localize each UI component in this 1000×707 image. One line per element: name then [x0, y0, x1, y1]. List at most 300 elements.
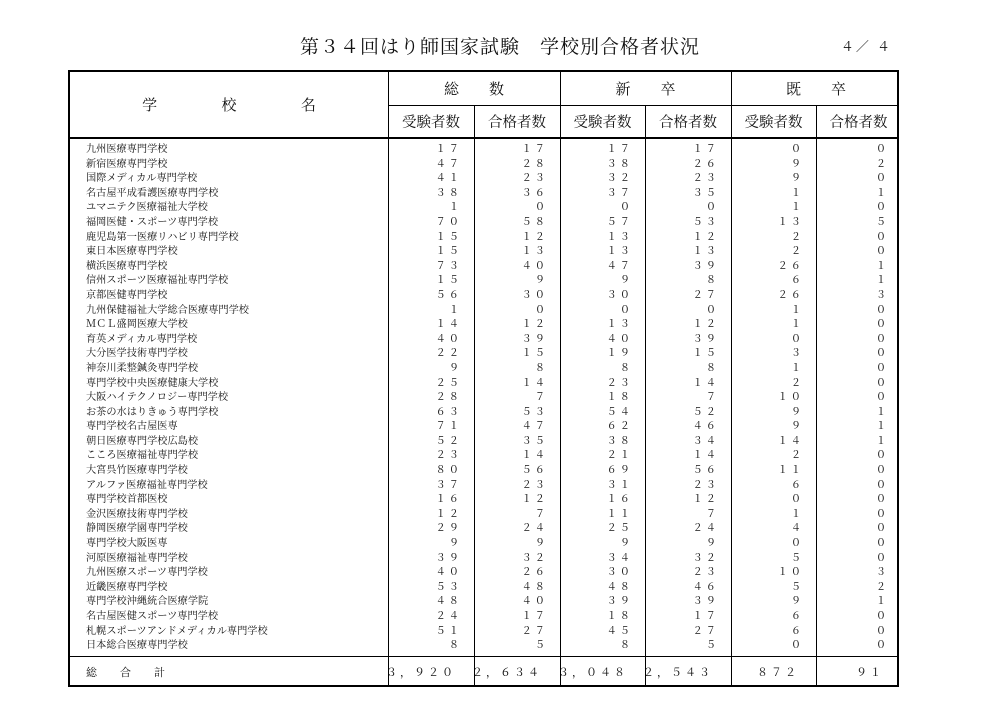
table-cell: ２４ [521, 523, 548, 535]
table-row [70, 377, 897, 392]
table-cell: ７０ [435, 216, 462, 228]
table-cell: ９ [619, 538, 633, 550]
table-cell: ０ [875, 611, 889, 622]
school-name: 新宿医療専門学校 [86, 158, 168, 170]
table-cell: ７３ [435, 260, 462, 272]
table-cell: １１ [606, 508, 633, 520]
table-cell: ８ [448, 640, 462, 652]
subheader-examinees: 受験者数 [573, 114, 632, 131]
table-cell: ２７ [692, 625, 719, 637]
school-name: 専門学校沖縄統合医療学院 [86, 596, 209, 608]
table-row [70, 595, 897, 610]
table-cell: ０ [705, 304, 719, 316]
table-body [70, 143, 897, 654]
table-cell: ４７ [521, 421, 548, 433]
table-row [70, 449, 897, 464]
table-cell: ０ [619, 304, 633, 316]
table-cell: ３ [875, 567, 889, 579]
table-cell: １５ [435, 231, 462, 243]
group-header-previous-graduates: 既 卒 [785, 80, 846, 98]
school-name: こころ医療福祉専門学校 [86, 450, 199, 462]
table-row [70, 289, 897, 304]
table-cell: ２６ [521, 567, 548, 579]
table-row [70, 362, 897, 377]
table-cell: ９ [534, 538, 548, 550]
table-row [70, 172, 897, 187]
table-row [70, 508, 897, 523]
table-cell: １２ [692, 319, 719, 331]
school-name: ユマニテク医療福祉大学校 [86, 202, 208, 214]
table-cell: ６ [790, 611, 804, 622]
table-row [70, 274, 897, 289]
table-row [70, 245, 897, 260]
table-cell: １４ [692, 377, 719, 389]
school-name: 大宮呉竹医療専門学校 [86, 465, 188, 477]
table-cell: ３９ [692, 260, 719, 272]
table-cell: ３４ [606, 552, 633, 564]
table-cell: ３９ [521, 333, 548, 345]
table-cell: ２６ [777, 260, 804, 272]
table-cell: ４０ [435, 333, 462, 345]
table-cell: ４０ [606, 333, 633, 345]
school-name: 育英メディカル専門学校 [86, 333, 198, 345]
table-cell: １０ [777, 392, 804, 404]
table-cell: １ [448, 202, 462, 214]
table-cell: ０ [875, 319, 889, 331]
total-cell: ２，５４３ [643, 666, 713, 679]
table-row [70, 216, 897, 231]
table-cell: １ [875, 435, 889, 447]
school-name: アルファ医療福祉専門学校 [86, 479, 208, 491]
table-cell: ０ [875, 625, 889, 637]
table-cell: ３７ [435, 479, 462, 491]
table-cell: ２３ [692, 479, 719, 491]
school-name: 鹿児島第一医療リハビリ専門学校 [86, 231, 239, 243]
table-cell: １８ [606, 611, 633, 622]
table-cell: ２４ [435, 611, 462, 622]
table-cell: ７ [705, 508, 719, 520]
table-cell: ９ [790, 596, 804, 608]
school-name: 京都医健専門学校 [86, 289, 168, 301]
table-row [70, 566, 897, 581]
school-name: お茶の水はりきゅう専門学校 [86, 406, 219, 418]
table-cell: ３２ [521, 552, 548, 564]
table-cell: ７ [705, 392, 719, 404]
school-name: 九州保健福祉大学総合医療専門学校 [86, 304, 249, 316]
table-cell: ５ [875, 216, 889, 228]
table-cell: ２６ [777, 289, 804, 301]
table-cell: ０ [875, 450, 889, 462]
table-cell: ９ [790, 158, 804, 170]
subheader-examinees: 受験者数 [402, 114, 460, 131]
total-cell: ９１ [856, 666, 884, 679]
school-name: 河原医療福祉専門学校 [86, 552, 188, 564]
table-cell: ０ [875, 377, 889, 389]
school-name: 専門学校大阪医専 [86, 538, 168, 550]
table-cell: ４０ [521, 596, 548, 608]
table-cell: ９ [790, 421, 804, 433]
table-cell: ２３ [692, 173, 719, 185]
table-cell: ３９ [692, 333, 719, 345]
table-cell: ０ [790, 494, 804, 506]
table-cell: ３９ [606, 596, 633, 608]
table-cell: ４１ [435, 173, 462, 185]
subheader-passers: 合格者数 [488, 114, 546, 131]
school-name: 横浜医療専門学校 [86, 260, 168, 272]
table-cell: １５ [521, 348, 548, 360]
table-cell: ８ [705, 362, 719, 374]
table-row [70, 625, 897, 640]
table-cell: ２３ [521, 173, 548, 185]
table-cell: ７１ [435, 421, 462, 433]
table-cell: １２ [521, 494, 548, 506]
table-cell: ５４ [606, 406, 633, 418]
table-cell: ０ [619, 202, 633, 214]
table-cell: ４０ [521, 260, 548, 272]
table-row [70, 493, 897, 508]
table-cell: ８ [534, 362, 548, 374]
table-cell: ０ [790, 538, 804, 550]
table-cell: ２３ [692, 567, 719, 579]
table-cell: ７ [534, 508, 548, 520]
table-cell: ４０ [435, 567, 462, 579]
table-cell: １４ [692, 450, 719, 462]
table-cell: ６ [790, 625, 804, 637]
table-cell: ６２ [606, 421, 633, 433]
table-cell: ４６ [692, 421, 719, 433]
table-cell: １３ [692, 246, 719, 258]
table-row [70, 260, 897, 275]
school-name: 名古屋医健スポーツ専門学校 [86, 611, 219, 622]
table-cell: １ [875, 275, 889, 287]
table-cell: １ [875, 187, 889, 199]
table-cell: １ [875, 596, 889, 608]
table-cell: ５６ [692, 465, 719, 477]
results-table [68, 70, 899, 687]
table-cell: １４ [777, 435, 804, 447]
table-cell: ５ [705, 640, 719, 652]
table-row [70, 201, 897, 216]
table-cell: ５３ [692, 216, 719, 228]
table-cell: ３１ [606, 479, 633, 491]
table-cell: ５ [790, 581, 804, 593]
page-title: 第３４回はり師国家試験 学校別合格者状況 [299, 36, 700, 58]
table-row [70, 420, 897, 435]
school-name: 信州スポーツ医療福祉専門学校 [86, 275, 229, 287]
school-name: 専門学校名古屋医専 [86, 421, 178, 433]
table-cell: ３０ [521, 289, 548, 301]
table-cell: ５８ [521, 216, 548, 228]
table-cell: ９ [448, 362, 462, 374]
table-row [70, 552, 897, 567]
table-row [70, 435, 897, 450]
school-name: ＭＣＬ盛岡医療大学校 [86, 319, 188, 331]
table-cell: １７ [606, 144, 633, 155]
table-cell: ０ [875, 494, 889, 506]
table-cell: １ [448, 304, 462, 316]
table-cell: ２７ [521, 625, 548, 637]
table-cell: １１ [777, 465, 804, 477]
table-row [70, 464, 897, 479]
table-cell: ０ [790, 144, 804, 155]
table-cell: ２８ [521, 158, 548, 170]
table-row [70, 522, 897, 537]
table-cell: ０ [875, 246, 889, 258]
table-cell: １ [790, 202, 804, 214]
table-cell: ４８ [435, 596, 462, 608]
table-cell: ０ [534, 202, 548, 214]
table-cell: ０ [875, 392, 889, 404]
table-cell: ２ [790, 246, 804, 258]
table-cell: １ [790, 187, 804, 199]
table-row [70, 610, 897, 625]
school-name: 東日本医療専門学校 [86, 246, 178, 258]
table-cell: ８ [705, 275, 719, 287]
table-cell: ２ [790, 377, 804, 389]
table-cell: １ [875, 260, 889, 272]
table-cell: ３０ [606, 289, 633, 301]
table-cell: ２３ [521, 479, 548, 491]
school-name: 国際メディカル専門学校 [86, 173, 198, 185]
table-cell: ９ [619, 275, 633, 287]
table-cell: ７ [534, 392, 548, 404]
table-row [70, 347, 897, 362]
table-cell: ２６ [692, 158, 719, 170]
table-cell: ４７ [606, 260, 633, 272]
table-cell: ３５ [692, 187, 719, 199]
table-cell: ８ [619, 362, 633, 374]
table-cell: １７ [435, 144, 462, 155]
table-cell: １ [790, 508, 804, 520]
school-name: 近畿医療専門学校 [86, 581, 168, 593]
total-label: 総 合 計 [86, 666, 171, 679]
table-cell: １８ [606, 392, 633, 404]
table-cell: １６ [435, 494, 462, 506]
table-row [70, 333, 897, 348]
table-cell: １２ [521, 231, 548, 243]
table-row [70, 318, 897, 333]
table-cell: １ [790, 304, 804, 316]
total-rule [70, 656, 897, 657]
table-cell: ０ [875, 333, 889, 345]
table-row [70, 581, 897, 596]
table-cell: １２ [521, 319, 548, 331]
table-cell: ０ [534, 304, 548, 316]
table-cell: ０ [875, 144, 889, 155]
table-cell: ２２ [435, 348, 462, 360]
table-cell: ４６ [692, 581, 719, 593]
table-cell: ２４ [692, 523, 719, 535]
table-cell: １２ [692, 231, 719, 243]
table-row [70, 479, 897, 494]
group-header-new-graduates: 新 卒 [615, 80, 676, 98]
table-cell: ２３ [435, 450, 462, 462]
table-cell: １３ [606, 246, 633, 258]
school-name: 名古屋平成看護医療専門学校 [86, 187, 219, 199]
table-cell: ５７ [606, 216, 633, 228]
table-cell: ０ [875, 479, 889, 491]
table-cell: ４７ [435, 158, 462, 170]
table-cell: ０ [875, 640, 889, 652]
table-cell: ２８ [435, 392, 462, 404]
table-cell: ８０ [435, 465, 462, 477]
table-cell: １７ [521, 144, 548, 155]
table-row [70, 406, 897, 421]
table-cell: ２９ [435, 523, 462, 535]
table-cell: ５３ [521, 406, 548, 418]
table-row [70, 231, 897, 246]
table-cell: ３８ [606, 158, 633, 170]
school-name: 朝日医療専門学校広島校 [86, 435, 199, 447]
table-cell: １ [875, 406, 889, 418]
school-name: 神奈川柔整鍼灸専門学校 [86, 362, 199, 374]
table-cell: ３ [875, 289, 889, 301]
school-header-char: 学 [142, 96, 158, 114]
table-row [70, 143, 897, 158]
table-cell: １７ [692, 611, 719, 622]
table-cell: ５２ [692, 406, 719, 418]
table-cell: ５ [790, 552, 804, 564]
table-cell: ３５ [521, 435, 548, 447]
table-row [70, 158, 897, 173]
group-header-total: 総 数 [443, 80, 504, 98]
table-row [70, 391, 897, 406]
total-row [70, 662, 897, 684]
table-row [70, 639, 897, 654]
table-cell: ３７ [606, 187, 633, 199]
table-cell: ９ [448, 538, 462, 550]
subheader-passers: 合格者数 [659, 114, 717, 131]
table-cell: １３ [777, 216, 804, 228]
table-cell: ０ [875, 362, 889, 374]
page-indicator: ４／ ４ [840, 40, 892, 55]
subheader-passers: 合格者数 [829, 114, 888, 131]
school-name: 専門学校首都医校 [86, 494, 168, 506]
table-cell: １７ [692, 144, 719, 155]
table-cell: ２１ [606, 450, 633, 462]
school-name-header [70, 72, 388, 137]
table-cell: ０ [875, 465, 889, 477]
table-cell: ９ [790, 406, 804, 418]
table-cell: １６ [606, 494, 633, 506]
table-cell: ２５ [435, 377, 462, 389]
school-name: 大阪ハイテクノロジー専門学校 [86, 392, 229, 404]
table-cell: ４８ [521, 581, 548, 593]
table-row [70, 304, 897, 319]
table-cell: ３２ [606, 173, 633, 185]
school-header-char: 校 [221, 96, 237, 114]
table-cell: １５ [692, 348, 719, 360]
table-cell: ５１ [435, 625, 462, 637]
table-cell: ３６ [521, 187, 548, 199]
table-cell: ０ [875, 231, 889, 243]
table-cell: ０ [875, 304, 889, 316]
total-cell: ８７２ [757, 666, 799, 679]
school-name: 福岡医健・スポーツ専門学校 [86, 216, 219, 228]
school-name: 九州医療スポーツ専門学校 [86, 567, 208, 579]
table-cell: ０ [790, 640, 804, 652]
table-cell: ６９ [606, 465, 633, 477]
header-bottom-rule [70, 137, 897, 139]
table-cell: １２ [435, 508, 462, 520]
table-cell: ３８ [435, 187, 462, 199]
table-row [70, 187, 897, 202]
table-cell: ３９ [435, 552, 462, 564]
subheader-examinees: 受験者数 [744, 114, 803, 131]
table-cell: ９ [790, 173, 804, 185]
table-cell: ５６ [435, 289, 462, 301]
table-cell: ２５ [606, 523, 633, 535]
table-cell: ９ [534, 275, 548, 287]
table-cell: １ [790, 362, 804, 374]
table-cell: ３ [790, 348, 804, 360]
table-cell: ４ [790, 523, 804, 535]
table-cell: １ [875, 421, 889, 433]
table-cell: ５６ [521, 465, 548, 477]
table-cell: ２ [790, 450, 804, 462]
table-cell: ２３ [606, 377, 633, 389]
table-cell: ９ [705, 538, 719, 550]
table-cell: ４８ [606, 581, 633, 593]
school-name: 金沢医療技術専門学校 [86, 508, 188, 520]
table-cell: ６ [790, 479, 804, 491]
table-cell: １５ [435, 246, 462, 258]
table-cell: ５３ [435, 581, 462, 593]
table-cell: １７ [521, 611, 548, 622]
table-cell: ６３ [435, 406, 462, 418]
table-cell: ５ [534, 640, 548, 652]
table-cell: １３ [521, 246, 548, 258]
table-cell: ０ [875, 348, 889, 360]
table-cell: ５２ [435, 435, 462, 447]
table-cell: ０ [705, 202, 719, 214]
table-cell: ４５ [606, 625, 633, 637]
total-cell: ３，９２０ [386, 666, 456, 679]
table-cell: １９ [606, 348, 633, 360]
table-row [70, 537, 897, 552]
school-name: 九州医療専門学校 [86, 144, 168, 155]
table-cell: ３９ [692, 596, 719, 608]
school-name: 札幌スポーツアンドメディカル専門学校 [86, 625, 268, 637]
table-cell: １３ [606, 231, 633, 243]
total-cell: ３，０４８ [558, 666, 628, 679]
table-cell: ２７ [692, 289, 719, 301]
total-cell: ２，６３４ [472, 666, 542, 679]
table-cell: ０ [875, 552, 889, 564]
table-cell: ３８ [606, 435, 633, 447]
school-name: 専門学校中央医療健康大学校 [86, 377, 219, 389]
table-cell: ８ [619, 640, 633, 652]
table-cell: ２ [875, 581, 889, 593]
table-cell: ２ [790, 231, 804, 243]
table-cell: １５ [435, 275, 462, 287]
table-cell: １４ [521, 450, 548, 462]
table-cell: ０ [875, 538, 889, 550]
table-cell: ３４ [692, 435, 719, 447]
table-cell: １ [790, 319, 804, 331]
table-cell: ２ [875, 158, 889, 170]
table-cell: １０ [777, 567, 804, 579]
school-name: 日本総合医療専門学校 [86, 640, 188, 652]
table-cell: １４ [521, 377, 548, 389]
table-cell: １４ [435, 319, 462, 331]
table-cell: ０ [875, 508, 889, 520]
table-cell: ０ [875, 523, 889, 535]
school-header-char: 名 [300, 96, 316, 114]
table-cell: ０ [790, 333, 804, 345]
school-name: 静岡医療学園専門学校 [86, 523, 188, 535]
table-cell: ３２ [692, 552, 719, 564]
